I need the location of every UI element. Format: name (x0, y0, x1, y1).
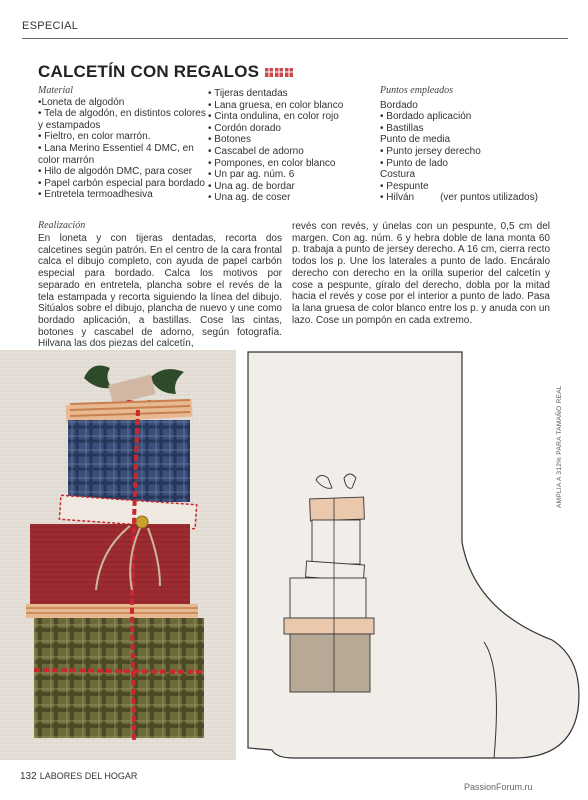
material-item: • Entretela termoadhesiva (38, 189, 153, 201)
stitch-item-label: • Punto de lado (380, 157, 448, 169)
top-rule (22, 38, 568, 39)
material-item: • Lana Merino Essentiel 4 DMC, en color marrón (38, 142, 194, 166)
material-item: • Cascabel de adorno (208, 145, 304, 157)
stitch-group-name: Bordado (380, 99, 418, 111)
gift-boxes-icon (265, 66, 293, 78)
material-item: • Tijeras dentadas (208, 88, 288, 99)
stitch-item (380, 146, 570, 158)
material-item: • Lana gruesa, en color blanco (208, 99, 344, 111)
materials-col-2 (208, 88, 368, 204)
materials-heading: Material (38, 85, 73, 96)
material-item: • Pompones, en color blanco (208, 157, 336, 169)
realizacion-heading: Realización (38, 220, 86, 231)
page-title: CALCETÍN CON REGALOS (38, 62, 260, 81)
stitch-item (380, 181, 570, 193)
stitch-item (380, 192, 570, 204)
stitches-heading: Puntos empleados (380, 85, 454, 96)
realizacion-text-col-2: revés con revés, y únelas con un pespunte, 0,5 cm del margen. Con ag. núm. 6 y hebra doble de lana monta 60 p. trabaja a punto de jersey derecho. A 16 cm, cierra recto todos los p. Une los laterales a punto de lado. Encáralo derecho con derecho en la orilla superior del calcetín y cose a pespunte, gíralo del derecho, dobla por la mitad hacia el revés y cose por el interior a punto de lado. Pasa la lana gruesa de color blanco entre los p. y anuda con un lazo. Cose un pompón en cada extremo. (292, 221, 550, 326)
material-item: •Loneta de algodón (38, 96, 125, 108)
materials-col-1 (38, 85, 208, 201)
material-item: • Papel carbón especial para bordado (38, 177, 205, 189)
material-item: • Cinta ondulina, en color rojo (208, 111, 339, 123)
stocking-photo (0, 350, 236, 760)
pattern-scale-note: AMPLIA A 312% PARA TAMAÑO REAL (556, 385, 563, 508)
page-number: 132 (20, 771, 37, 782)
stitch-group-name: Costura (380, 169, 416, 181)
stitches-col (380, 85, 570, 204)
watermark: PassionForum.ru (464, 782, 533, 792)
material-item: • Botones (208, 134, 251, 146)
stitch-item-label: • Bastillas (380, 122, 424, 134)
stitch-item (380, 123, 570, 135)
stitch-item-label: • Pespunte (380, 180, 429, 192)
realizacion-text-col-1: En loneta y con tijeras dentadas, recorta dos calcetines según patrón. En el centro de la cara frontal calca el dibujo completo, con ayuda de papel carbón especial para bordado. Calca los motivos por separado en entretela, plancha sobre el revés de la tela estampada y recorta siguiendo la línea del dibujo. Sitúalos sobre el dibujo, plancha de nuevo y une como bordado aplicación, a bastillas. Cose las cintas, botones y cascabel de adorno, según fotografía. Hilvana las dos piezas del calcetín, (38, 233, 282, 350)
stitches-note: (ver puntos utilizados) (440, 192, 538, 204)
material-item: • Una ag. de bordar (208, 180, 295, 192)
stocking-pattern (246, 350, 584, 760)
material-item: • Una ag. de coser (208, 192, 291, 204)
page-footer (20, 771, 137, 782)
stitch-group-name: Punto de media (380, 134, 451, 146)
material-item: • Un par ag. núm. 6 (208, 169, 295, 181)
magazine-name: LABORES DEL HOGAR (39, 771, 138, 781)
material-item: • Fieltro, en color marrón. (38, 131, 151, 143)
material-item: • Tela de algodón, en distintos colores y estampados (38, 108, 206, 131)
stitch-item-label: • Punto jersey derecho (380, 145, 481, 157)
stitch-item-label: • Bordado aplicación (380, 111, 472, 123)
title-row (38, 62, 293, 82)
section-label: ESPECIAL (22, 20, 79, 32)
material-item: • Cordón dorado (208, 122, 281, 134)
material-item: • Hilo de algodón DMC, para coser (38, 166, 193, 178)
stitch-item (380, 111, 570, 123)
stitch-item-label: • Hilván (380, 192, 415, 204)
stitch-item (380, 158, 570, 170)
